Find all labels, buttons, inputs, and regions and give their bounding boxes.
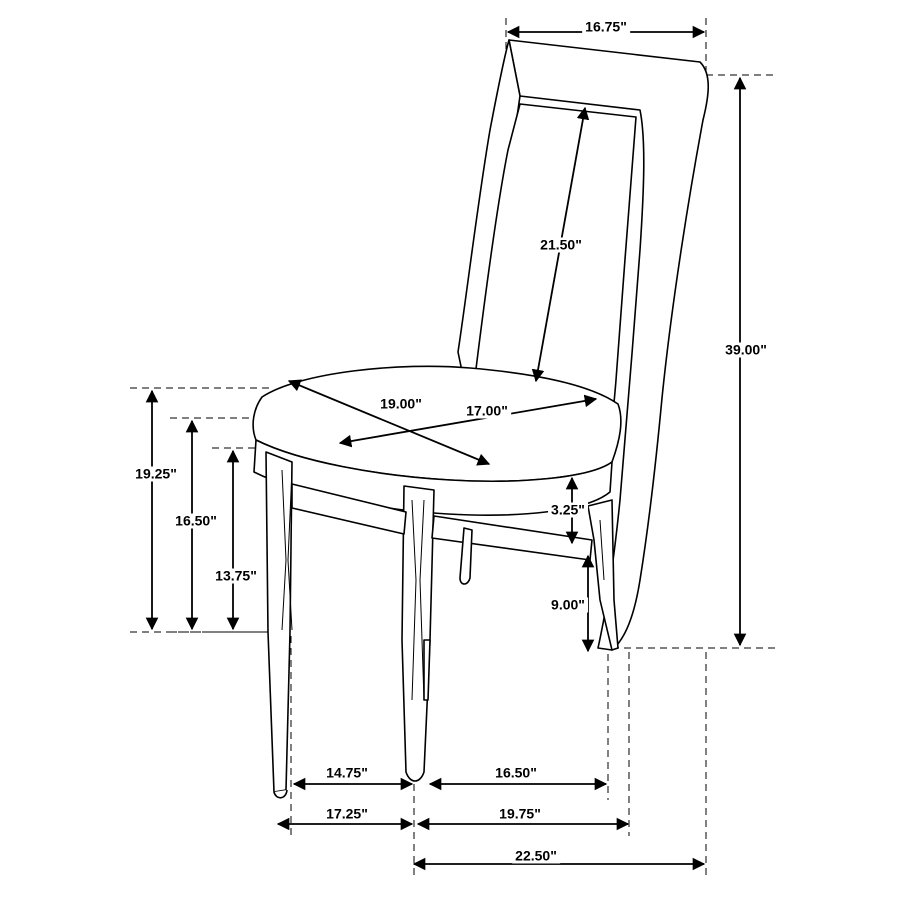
dim-label-overall-depth: 22.50" xyxy=(512,849,560,864)
dim-label-seat-rear-width: 19.75" xyxy=(496,807,544,822)
dim-label-seat-front-width: 17.25" xyxy=(323,807,371,822)
dim-label-front-leg-span: 14.75" xyxy=(323,766,371,781)
dim-label-seat-back-height: 19.25" xyxy=(132,467,180,482)
dim-label-back-panel-height: 21.50" xyxy=(537,238,585,253)
dim-label-seat-front-height: 13.75" xyxy=(212,569,260,584)
dim-label-stretcher-height: 9.00" xyxy=(548,598,588,613)
dim-label-rear-leg-span: 16.50" xyxy=(492,766,540,781)
dim-label-apron-depth: 3.25" xyxy=(548,503,588,518)
dim-label-seat-depth: 19.00" xyxy=(377,397,425,412)
dim-label-back-width: 16.75" xyxy=(582,20,630,35)
dim-label-overall-height: 39.00" xyxy=(722,343,770,358)
dim-label-seat-width: 17.00" xyxy=(463,404,511,419)
dim-label-seat-height: 16.50" xyxy=(172,514,220,529)
